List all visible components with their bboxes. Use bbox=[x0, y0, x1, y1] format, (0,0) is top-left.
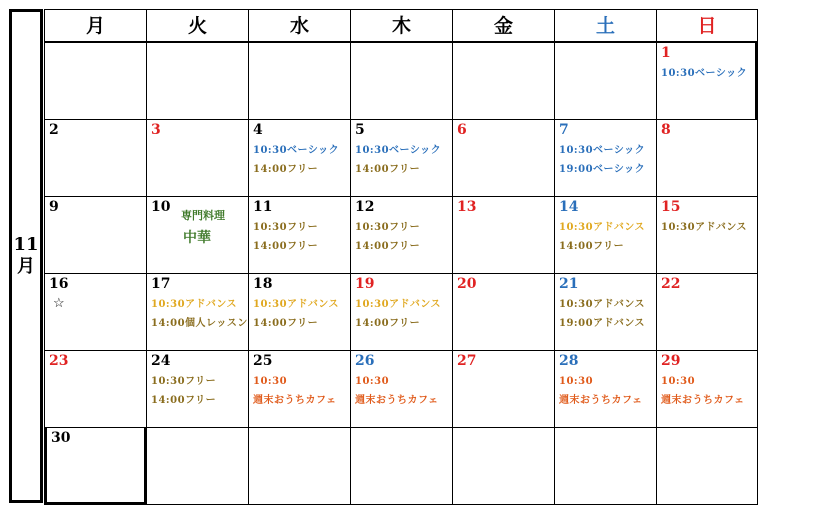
event-entry[interactable]: 10:30アドバンス bbox=[559, 222, 646, 233]
day-cell[interactable] bbox=[248, 350, 351, 428]
day-number: 6 bbox=[457, 122, 467, 138]
event-entry[interactable]: 10:30 bbox=[253, 376, 288, 387]
day-number: 3 bbox=[151, 122, 161, 138]
event-entry[interactable]: 週末おうちカフェ bbox=[559, 395, 643, 406]
day-cell[interactable] bbox=[350, 42, 453, 120]
day-number: 14 bbox=[559, 199, 579, 215]
event-entry[interactable]: 14:00フリー bbox=[559, 241, 625, 252]
day-number: 23 bbox=[49, 353, 69, 369]
day-number: 29 bbox=[661, 353, 681, 369]
event-entry[interactable]: 10:30フリー bbox=[355, 222, 421, 233]
event-entry[interactable]: 10:30ベーシック bbox=[661, 68, 748, 79]
event-entry[interactable]: 10:30ベーシック bbox=[355, 145, 442, 156]
star-icon: ☆ bbox=[53, 296, 65, 311]
day-cell[interactable] bbox=[452, 273, 555, 351]
day-number: 17 bbox=[151, 276, 171, 292]
day-cell[interactable] bbox=[350, 350, 453, 428]
day-cell[interactable] bbox=[248, 42, 351, 120]
weekday-header: 土 bbox=[554, 9, 657, 42]
day-cell[interactable] bbox=[350, 196, 453, 274]
day-number: 1 bbox=[661, 45, 671, 61]
event-entry[interactable]: 19:00ベーシック bbox=[559, 164, 646, 175]
event-entry[interactable]: 10:30アドバンス bbox=[253, 299, 340, 310]
day-number: 24 bbox=[151, 353, 171, 369]
day-number: 7 bbox=[559, 122, 569, 138]
special-class-title: 中華 bbox=[183, 230, 211, 246]
day-number: 19 bbox=[355, 276, 375, 292]
month-column bbox=[9, 9, 43, 503]
day-number: 18 bbox=[253, 276, 273, 292]
event-entry[interactable]: 10:30 bbox=[661, 376, 696, 387]
day-cell[interactable] bbox=[248, 119, 351, 197]
day-number: 27 bbox=[457, 353, 477, 369]
day-number: 2 bbox=[49, 122, 59, 138]
weekday-header: 火 bbox=[146, 9, 249, 42]
day-cell[interactable] bbox=[350, 119, 453, 197]
day-cell[interactable] bbox=[146, 42, 249, 120]
event-entry[interactable]: 14:00個人レッスン bbox=[151, 318, 248, 329]
day-cell[interactable] bbox=[146, 427, 249, 505]
weekday-header: 金 bbox=[452, 9, 555, 42]
day-cell[interactable] bbox=[350, 273, 453, 351]
day-number: 20 bbox=[457, 276, 477, 292]
day-cell[interactable] bbox=[44, 42, 147, 120]
event-entry[interactable]: 14:00フリー bbox=[355, 318, 421, 329]
event-entry[interactable]: 10:30ベーシック bbox=[559, 145, 646, 156]
event-entry[interactable]: 週末おうちカフェ bbox=[355, 395, 439, 406]
day-number: 26 bbox=[355, 353, 375, 369]
day-number: 22 bbox=[661, 276, 681, 292]
event-entry[interactable]: 10:30アドバンス bbox=[559, 299, 646, 310]
day-cell[interactable] bbox=[452, 42, 555, 120]
day-cell[interactable] bbox=[146, 350, 249, 428]
weekday-header: 水 bbox=[248, 9, 351, 42]
day-number: 8 bbox=[661, 122, 671, 138]
day-number: 12 bbox=[355, 199, 375, 215]
day-cell[interactable] bbox=[554, 42, 657, 120]
day-cell[interactable] bbox=[452, 119, 555, 197]
day-cell[interactable] bbox=[656, 273, 758, 351]
event-entry[interactable]: 10:30ベーシック bbox=[253, 145, 340, 156]
day-number: 25 bbox=[253, 353, 273, 369]
day-number: 13 bbox=[457, 199, 477, 215]
day-cell[interactable] bbox=[44, 273, 147, 351]
day-number: 28 bbox=[559, 353, 579, 369]
day-cell[interactable] bbox=[248, 196, 351, 274]
day-number: 4 bbox=[253, 122, 263, 138]
day-cell[interactable] bbox=[452, 350, 555, 428]
special-class-label: 専門料理 bbox=[181, 209, 225, 222]
event-entry[interactable]: 14:00フリー bbox=[253, 164, 319, 175]
day-cell[interactable] bbox=[554, 273, 657, 351]
day-cell[interactable] bbox=[452, 196, 555, 274]
day-cell[interactable] bbox=[44, 196, 147, 274]
day-cell[interactable] bbox=[554, 350, 657, 428]
weekday-header: 木 bbox=[350, 9, 453, 42]
day-number: 16 bbox=[49, 276, 69, 292]
day-cell[interactable] bbox=[554, 196, 657, 274]
day-number: 10 bbox=[151, 199, 171, 215]
event-entry[interactable]: 10:30アドバンス bbox=[355, 299, 442, 310]
day-cell[interactable] bbox=[452, 427, 555, 505]
weekday-header: 日 bbox=[656, 9, 758, 42]
event-entry[interactable]: 14:00フリー bbox=[355, 164, 421, 175]
event-entry[interactable]: 週末おうちカフェ bbox=[253, 395, 337, 406]
day-cell[interactable] bbox=[44, 119, 147, 197]
day-number: 11 bbox=[253, 199, 273, 215]
month-label: 11 月 bbox=[13, 234, 39, 277]
event-entry[interactable]: 14:00フリー bbox=[355, 241, 421, 252]
day-number: 5 bbox=[355, 122, 365, 138]
day-cell[interactable] bbox=[656, 119, 758, 197]
day-cell[interactable] bbox=[656, 42, 758, 120]
event-entry[interactable]: 14:00フリー bbox=[253, 318, 319, 329]
event-entry[interactable]: 14:00フリー bbox=[151, 395, 217, 406]
day-cell[interactable] bbox=[146, 196, 249, 274]
day-cell[interactable] bbox=[146, 273, 249, 351]
event-entry[interactable]: 10:30フリー bbox=[253, 222, 319, 233]
day-cell[interactable] bbox=[44, 427, 147, 505]
event-entry[interactable]: 10:30アドバンス bbox=[661, 222, 748, 233]
calendar-grid bbox=[44, 9, 757, 503]
event-entry[interactable]: 10:30アドバンス bbox=[151, 299, 238, 310]
event-entry[interactable]: 19:00アドバンス bbox=[559, 318, 646, 329]
day-cell[interactable] bbox=[44, 350, 147, 428]
day-cell[interactable] bbox=[656, 427, 758, 505]
day-number: 15 bbox=[661, 199, 681, 215]
day-number: 30 bbox=[51, 430, 71, 446]
day-cell[interactable] bbox=[350, 427, 453, 505]
day-cell[interactable] bbox=[146, 119, 249, 197]
day-number: 9 bbox=[49, 199, 59, 215]
event-entry[interactable]: 10:30フリー bbox=[151, 376, 217, 387]
day-cell[interactable] bbox=[656, 196, 758, 274]
day-cell[interactable] bbox=[554, 119, 657, 197]
event-entry[interactable]: 10:30 bbox=[355, 376, 390, 387]
day-cell[interactable] bbox=[248, 427, 351, 505]
event-entry[interactable]: 週末おうちカフェ bbox=[661, 395, 745, 406]
event-entry[interactable]: 10:30 bbox=[559, 376, 594, 387]
day-cell[interactable] bbox=[248, 273, 351, 351]
day-cell[interactable] bbox=[554, 427, 657, 505]
event-entry[interactable]: 14:00フリー bbox=[253, 241, 319, 252]
weekday-header: 月 bbox=[44, 9, 147, 42]
day-number: 21 bbox=[559, 276, 579, 292]
day-cell[interactable] bbox=[656, 350, 758, 428]
